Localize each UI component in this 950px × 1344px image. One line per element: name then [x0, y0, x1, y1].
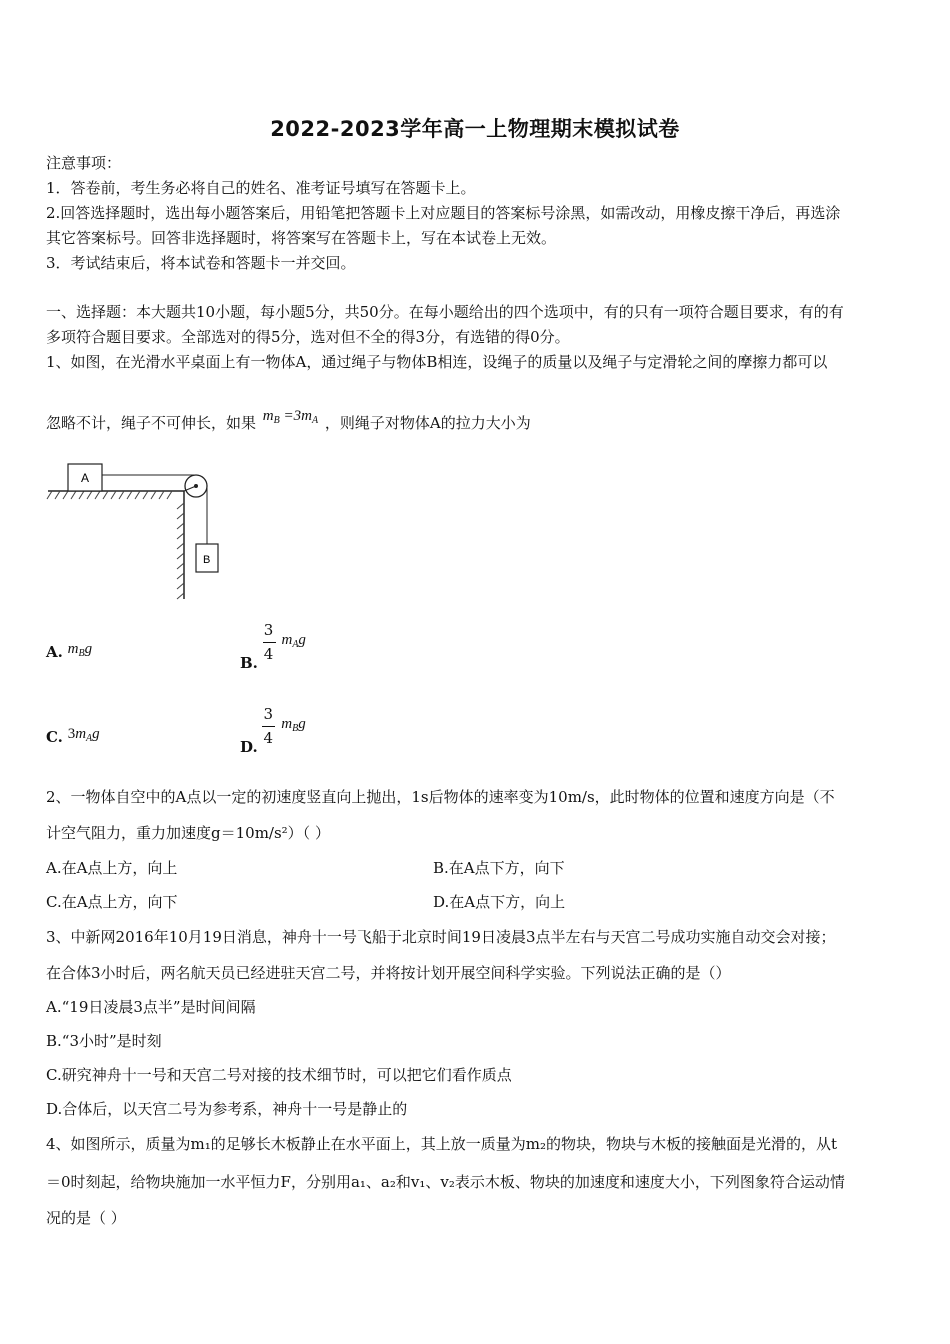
notice-item-1: 1．答卷前，考生务必将自己的姓名、准考证号填写在答题卡上。	[46, 179, 476, 197]
q3-option-b[interactable]: B.“3小时”是时刻	[46, 1032, 162, 1050]
q2-line1: 2、一物体自空中的A点以一定的初速度竖直向上抛出，1s后物体的速率变为10m/s，此时物体的位置和速度方向是（不	[46, 788, 835, 806]
q3-line1: 3、中新网2016年10月19日消息，神舟十一号飞船于北京时间19日凌晨3点半左右与天宫二号成功实施自动交会对接；	[46, 928, 836, 946]
q3-option-a[interactable]: A.“19日凌晨3点半”是时间间隔	[46, 998, 256, 1016]
notice-heading: 注意事项：	[46, 154, 122, 172]
q3-option-d[interactable]: D.合体后，以天宫二号为参考系，神舟十一号是静止的	[46, 1100, 408, 1118]
q2-option-b[interactable]: B.在A点下方，向下	[433, 859, 565, 877]
q2-line2: 计空气阻力，重力加速度g＝10m/s²）（ ）	[46, 824, 330, 842]
q1-line1: 1、如图，在光滑水平桌面上有一物体A，通过绳子与物体B相连，设绳子的质量以及绳子与定滑轮之间的摩擦力都可以	[46, 353, 828, 371]
notice-item-2-cont: 其它答案标号。回答非选择题时，将答案写在答题卡上，写在本试卷上无效。	[46, 229, 557, 247]
q2-option-a[interactable]: A.在A点上方，向上	[46, 859, 178, 877]
q1-line2-post: ，则绳子对物体A的拉力大小为	[324, 414, 531, 432]
q4-line3: 况的是（ ）	[46, 1209, 126, 1227]
block-a-label: A	[81, 471, 90, 485]
q1-line2-pre: 忽略不计，绳子不可伸长，如果	[46, 414, 257, 432]
q3-line2: 在合体3小时后，两名航天员已经进驻天宫二号，并将按计划开展空间科学实验。下列说法正确的是（）	[46, 964, 731, 982]
notice-item-3: 3．考试结束后，将本试卷和答题卡一并交回。	[46, 254, 356, 272]
q4-line2: ＝0时刻起，给物块施加一水平恒力F，分别用a₁、a₂和v₁、v₂表示木板、物块的加速度和速度大小，下列图象符合运动情	[46, 1173, 845, 1191]
section-intro-line1: 一、选择题：本大题共10小题，每小题5分，共50分。在每小题给出的四个选项中，有的只有一项符合题目要求，有的有	[46, 303, 844, 321]
notice-item-2: 2.回答选择题时，选出每小题答案后，用铅笔把答题卡上对应题目的答案标号涂黑，如需改动，用橡皮擦干净后，再选涂	[46, 204, 841, 222]
q1-option-d[interactable]: D. $\frac{3}{4}$ $m_Bg$	[240, 705, 306, 756]
q3-option-c[interactable]: C.研究神舟十一号和天宫二号对接的技术细节时，可以把它们看作质点	[46, 1066, 512, 1084]
q1-option-d-fraction: $\frac{3}{4}$	[262, 704, 276, 748]
block-b-label: B	[203, 554, 211, 566]
page-title: 2022-2023学年高一上物理期末模拟试卷	[270, 117, 680, 141]
section-intro-line2: 多项符合题目要求。全部选对的得5分，选对但不全的得3分，有选错的得0分。	[46, 328, 570, 346]
q2-option-d[interactable]: D.在A点下方，向上	[433, 893, 566, 911]
q1-option-b[interactable]: B. $\frac{3}{4}$ $m_Ag$	[240, 621, 306, 672]
q1-pulley-figure	[46, 455, 236, 605]
q1-line2	[46, 408, 910, 439]
q1-option-b-fraction: $\frac{3}{4}$	[263, 620, 277, 664]
q2-option-c[interactable]: C.在A点上方，向下	[46, 893, 178, 911]
q4-line1: 4、如图所示，质量为m₁的足够长木板静止在水平面上，其上放一质量为m₂的物块，物块与木板的接触面是光滑的，从t	[46, 1135, 838, 1153]
q1-mass-relation: $m_B =3m_A$	[262, 408, 319, 426]
q1-option-c[interactable]: C. $3m_Ag$	[46, 726, 100, 746]
q1-option-a[interactable]: A. $m_Bg$	[46, 641, 93, 661]
